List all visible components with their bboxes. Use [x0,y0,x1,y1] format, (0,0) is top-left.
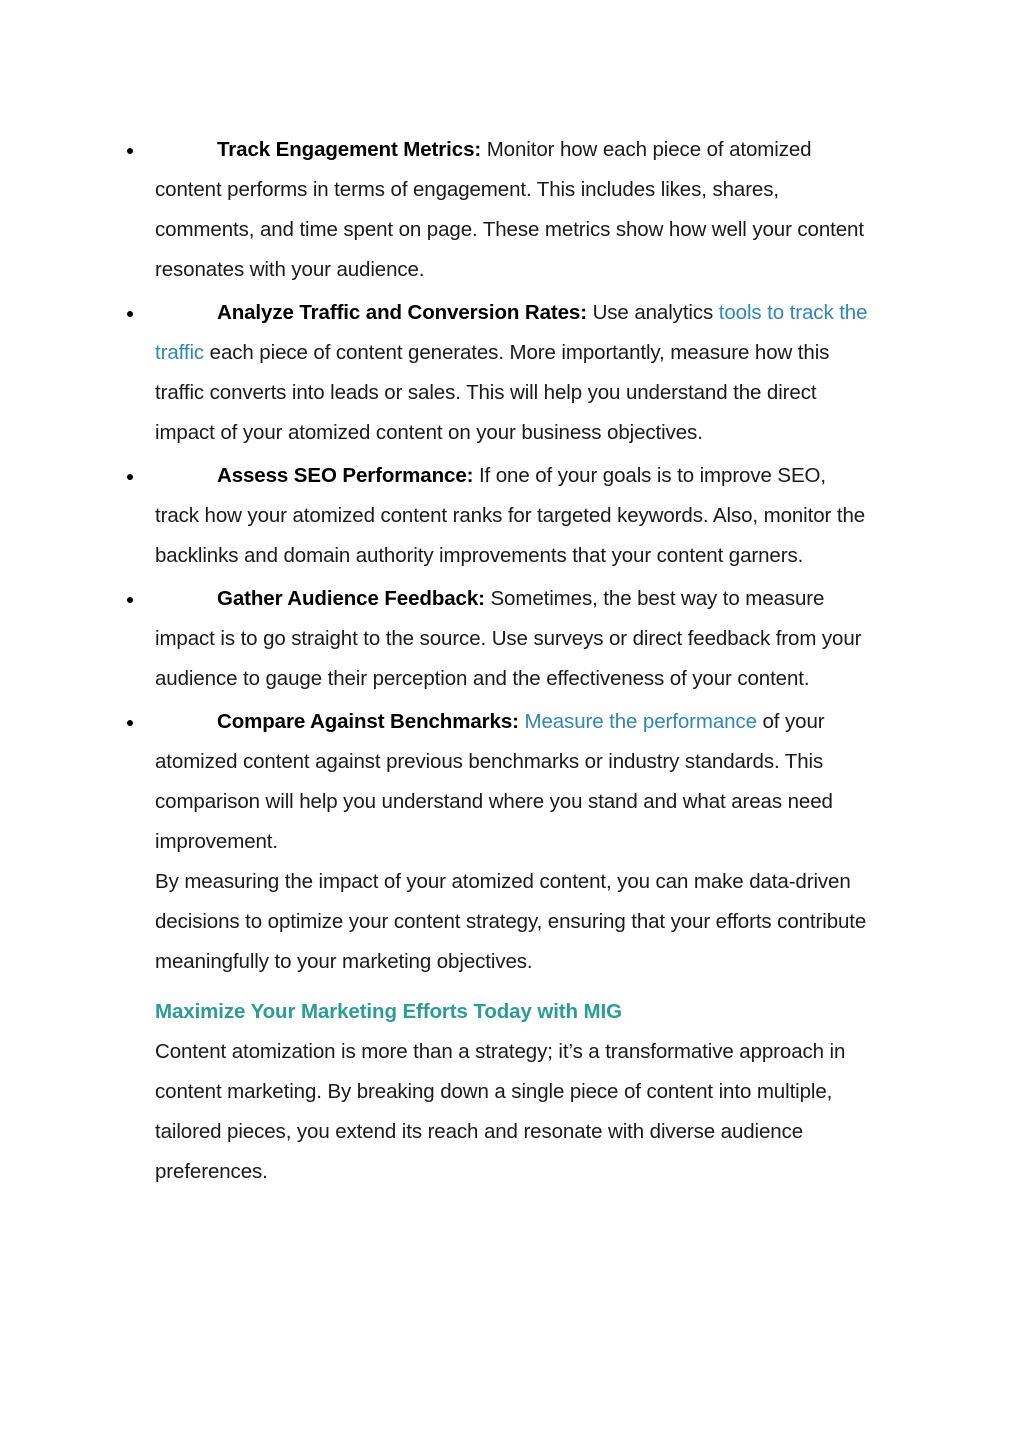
closing-paragraph: By measuring the impact of your atomized content, you can make data-driven decisions to optimize your content strategy, ensuring that your efforts contribute meaningfully to your marketing objectives. [155,870,867,973]
item-text: Sometimes, the best way to measure impact is to go straight to the source. Use surveys or direct feedback from your audience to gauge their perception and the effectiveness of your content. [155,587,862,690]
measure-performance-link[interactable]: Measure the performance [524,710,757,733]
item-text: If one of your goals is to improve SEO, track how your atomized content ranks for targeted keywords. Also, monitor the backlinks and domain authority improvements that your content garners. [155,464,866,567]
item-title: Gather Audience Feedback: [217,587,485,610]
bullet-icon: ● [125,591,135,607]
bullet-icon: ● [125,714,135,730]
item-text: each piece of content generates. More importantly, measure how this traffic converts into leads or sales. This will help you understand the direct impact of your atomized content on your business objectives. [155,341,830,444]
item-text: Use analytics [586,301,719,324]
bullet-icon: ● [125,468,135,484]
list-item-audience-feedback [125,579,870,699]
bullet-icon: ● [125,142,135,158]
item-title: Assess SEO Performance: [217,464,474,487]
tools-to-track-traffic-link[interactable]: tools to track the traffic [155,301,868,364]
item-text: of your atomized content against previous benchmarks or industry standards. This comparison will help you understand where you stand and what areas need improvement. [155,710,833,853]
list-item-assess-seo [125,456,870,576]
item-title: Track Engagement Metrics: [217,138,482,161]
list-item-compare-benchmarks [125,702,870,862]
measurement-list [125,130,870,862]
item-title: Analyze Traffic and Conversion Rates: [217,301,587,324]
bullet-icon: ● [125,305,135,321]
item-text: Monitor how each piece of atomized content performs in terms of engagement. This includes likes, shares, comments, and time spent on page. These metrics show how well your content resonates with your audience. [155,138,864,281]
section-heading: Maximize Your Marketing Efforts Today with MIG [155,1000,622,1023]
list-item-analyze-traffic [125,293,870,453]
item-title: Compare Against Benchmarks: [217,710,519,733]
document-content [125,130,870,1192]
section-paragraph: Content atomization is more than a strategy; it’s a transformative approach in content marketing. By breaking down a single piece of content into multiple, tailored pieces, you extend its reach and resonate with diverse audience preferences. [155,1040,846,1183]
list-item-track-engagement [125,130,870,290]
